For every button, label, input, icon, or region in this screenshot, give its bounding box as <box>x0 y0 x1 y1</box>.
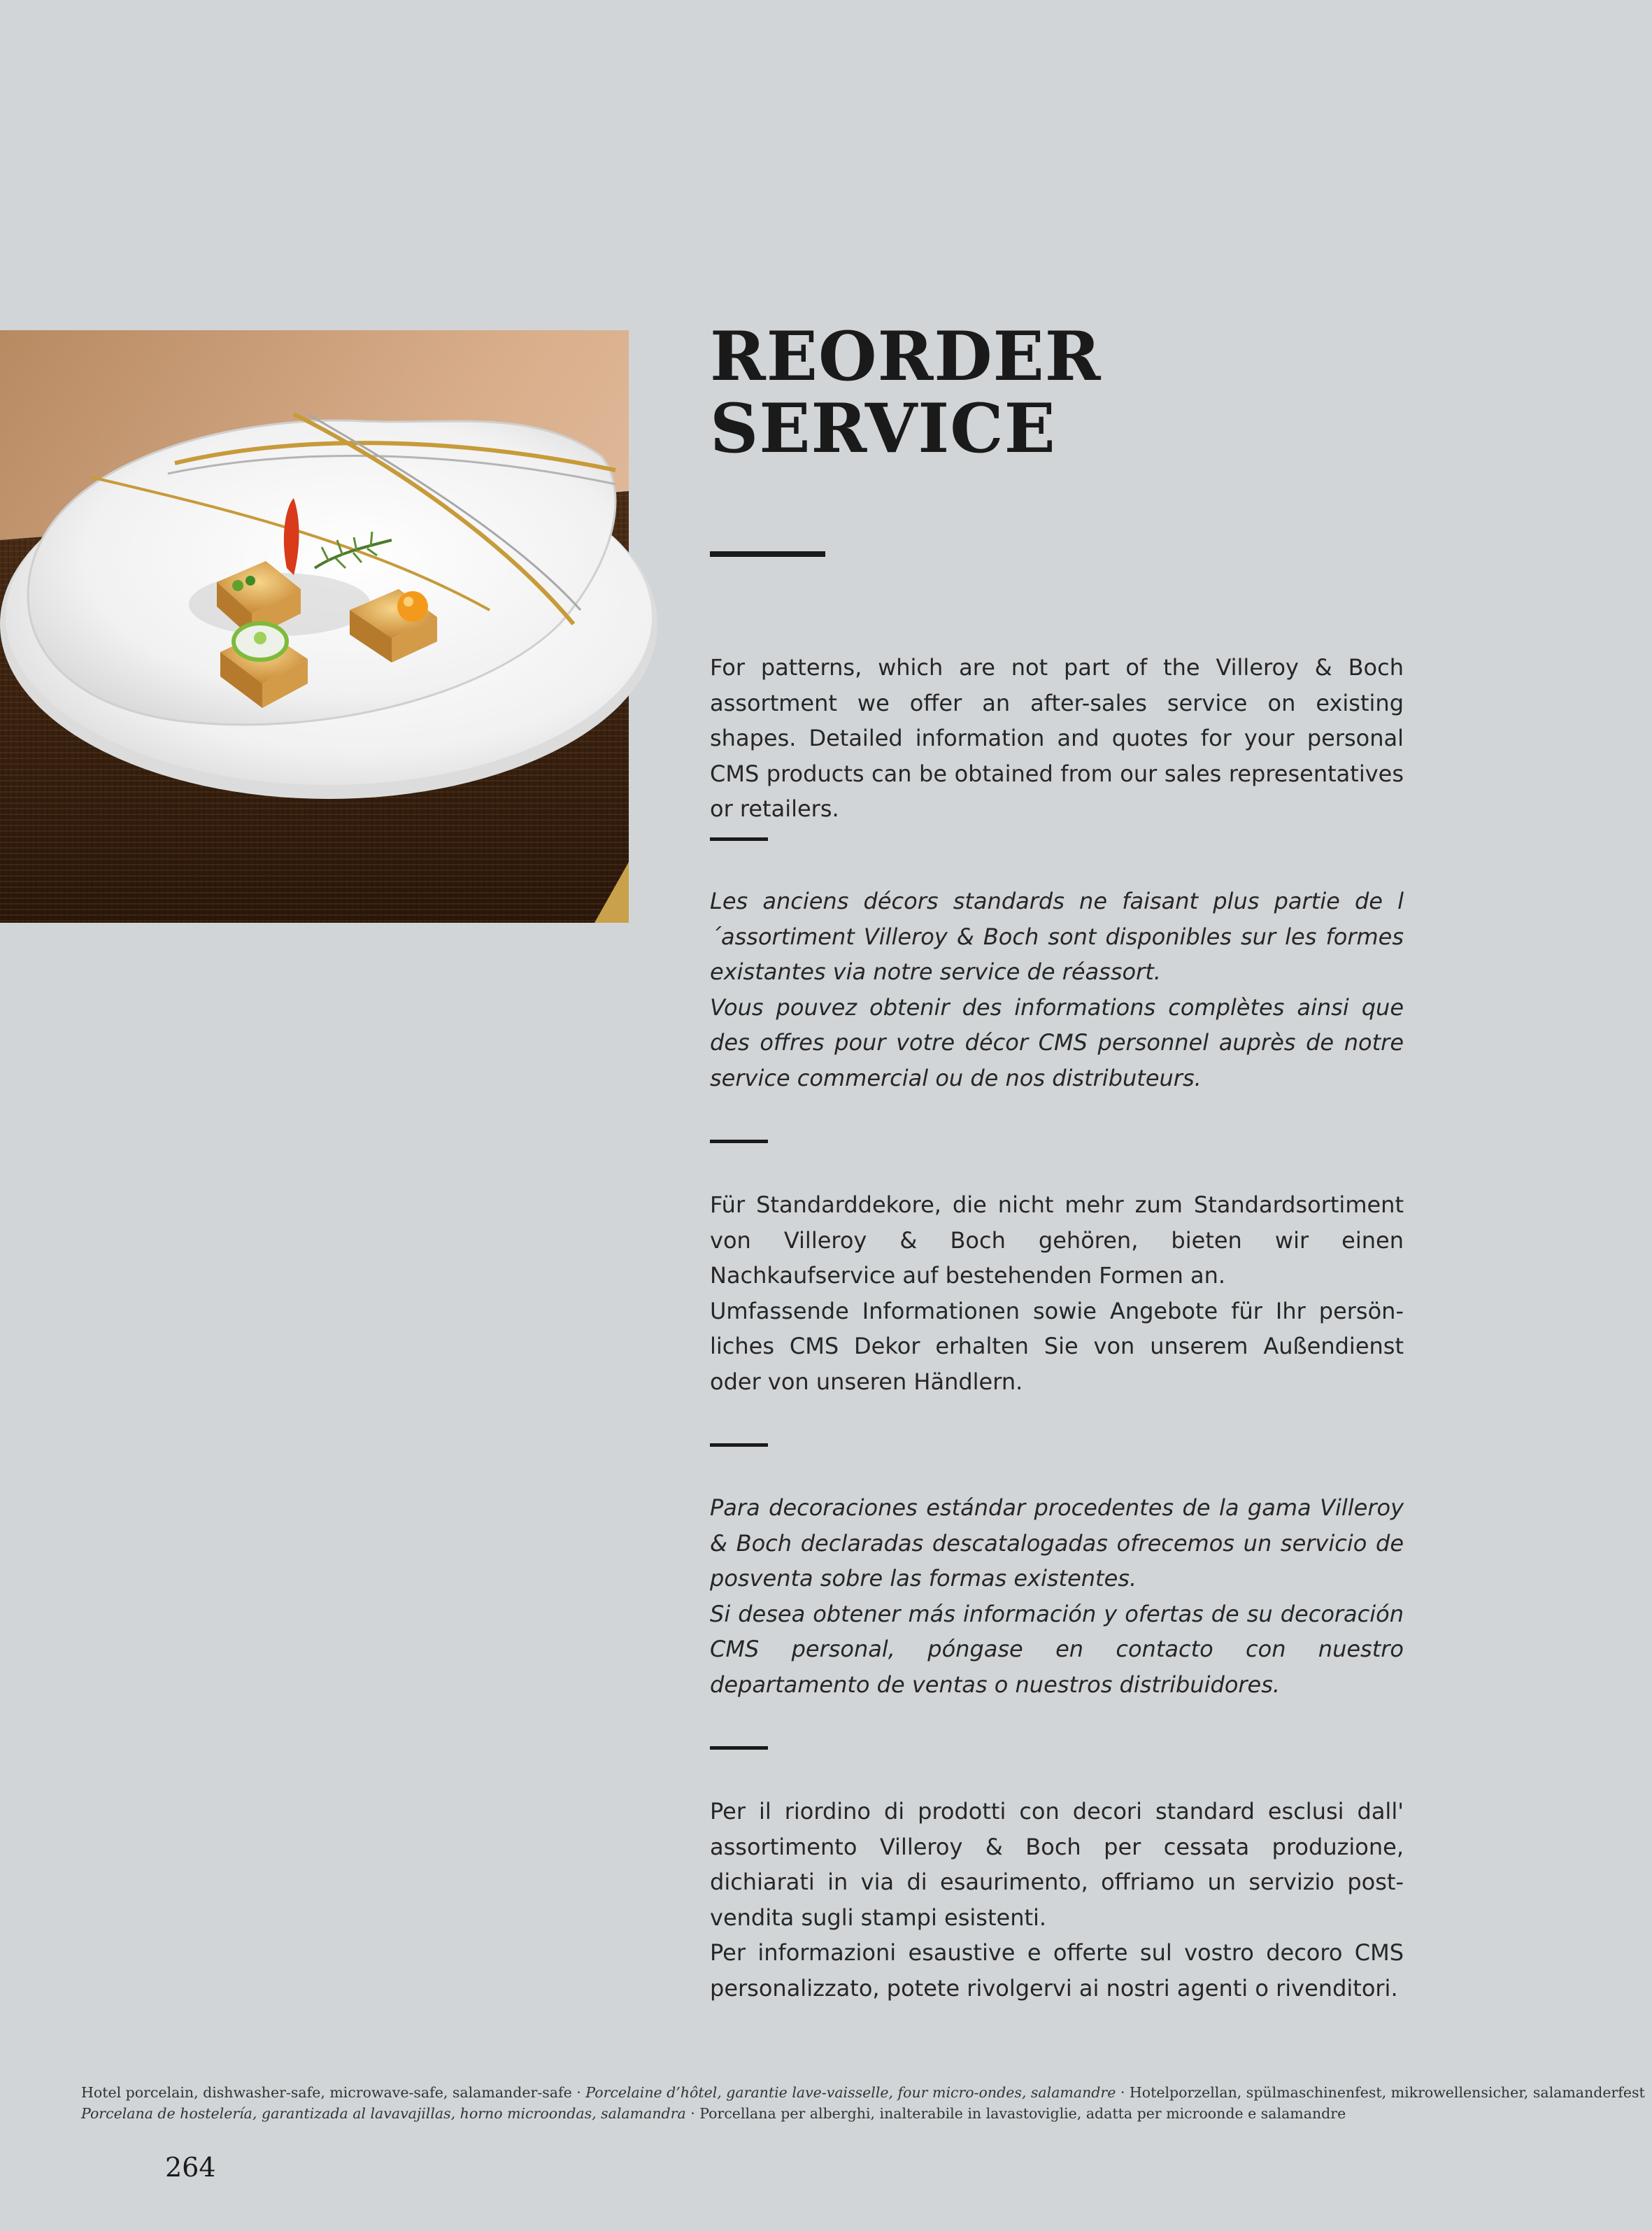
page-title <box>710 317 1102 468</box>
section-divider-4 <box>710 1746 768 1750</box>
footnote-italian: · Porcellana per alberghi, inalterabile in lavastoviglie, adatta per microonde e salamandre <box>685 2105 1346 2122</box>
spanish-paragraph-2: Si desea obtener más información y ofertas de su decoración CMS personal, póngase en contacto con nuestro departamento de ventas o nuestros distribuidores. <box>710 1600 1404 1698</box>
german-paragraph-2: Umfassende Informationen sowie Angebote für Ihr persönliches CMS Dekor erhalten Sie von unserem Außendienst oder von unseren Händlern. <box>710 1297 1404 1395</box>
english-paragraph: For patterns, which are not part of the Villeroy & Boch assortment we offer an after-sales service on existing shapes. Detailed information and quotes for your personal CMS products can be obtained from our sales representatives or retailers. <box>710 654 1404 822</box>
footnote-french: Porcelaine d’hôtel, garantie lave-vaisselle, four micro-ondes, salamandre <box>585 2084 1116 2101</box>
italian-paragraph-1: Per il riordino di prodotti con decori standard esclusi dall' assortimento Villeroy & Boch per cessata produzione, dichiarati in via di esaurimento, offriamo un servizio post-vendita sugli stampi esistenti. <box>710 1798 1404 1931</box>
section-italian <box>710 1794 1404 2006</box>
section-english <box>710 650 1404 827</box>
footnote-line-2 <box>81 2103 1592 2124</box>
page-number: 264 <box>165 2152 216 2183</box>
footnote-english: Hotel porcelain, dishwasher-safe, microwave-safe, salamander-safe · <box>81 2084 586 2101</box>
section-divider-3 <box>710 1443 768 1447</box>
spanish-paragraph-1: Para decoraciones estándar procedentes de la gama Villeroy & Boch declaradas descatalogadas ofrecemos un servicio de posventa sobre las formas existentes. <box>710 1494 1404 1592</box>
section-french <box>710 884 1404 1096</box>
german-paragraph-1: Für Standarddekore, die nicht mehr zum Standardsortiment von Villeroy & Boch gehören, bieten wir einen Nachkaufservice auf bestehenden Formen an. <box>710 1191 1404 1289</box>
french-paragraph-2: Vous pouvez obtenir des informations complètes ainsi que des offres pour votre décor CMS personnel auprès de notre service commercial ou de nos distributeurs. <box>710 993 1404 1091</box>
title-line-2: SERVICE <box>710 389 1056 468</box>
section-divider-1 <box>710 837 768 841</box>
title-line-1: REORDER <box>710 317 1102 396</box>
title-divider <box>710 551 825 557</box>
section-divider-2 <box>710 1140 768 1143</box>
product-properties-footnote <box>81 2082 1645 2124</box>
section-spanish <box>710 1490 1404 1702</box>
footnote-german: · Hotelporzellan, spülmaschinenfest, mikrowellensicher, salamanderfest <box>1116 2084 1645 2101</box>
section-german <box>710 1187 1404 1399</box>
italian-paragraph-2: Per informazioni esaustive e offerte sul vostro decoro CMS personalizzato, potete rivolgervi ai nostri agenti o rivenditori. <box>710 1939 1404 2002</box>
product-photo <box>0 330 629 923</box>
french-paragraph-1: Les anciens décors standards ne faisant plus partie de l´assortiment Villeroy & Boch sont disponibles sur les formes existantes via notre service de réassort. <box>710 888 1404 985</box>
footnote-spanish: Porcelana de hostelería, garantizada al lavavajillas, horno microondas, salamandra <box>81 2105 686 2122</box>
footnote-line-1 <box>81 2082 1645 2103</box>
